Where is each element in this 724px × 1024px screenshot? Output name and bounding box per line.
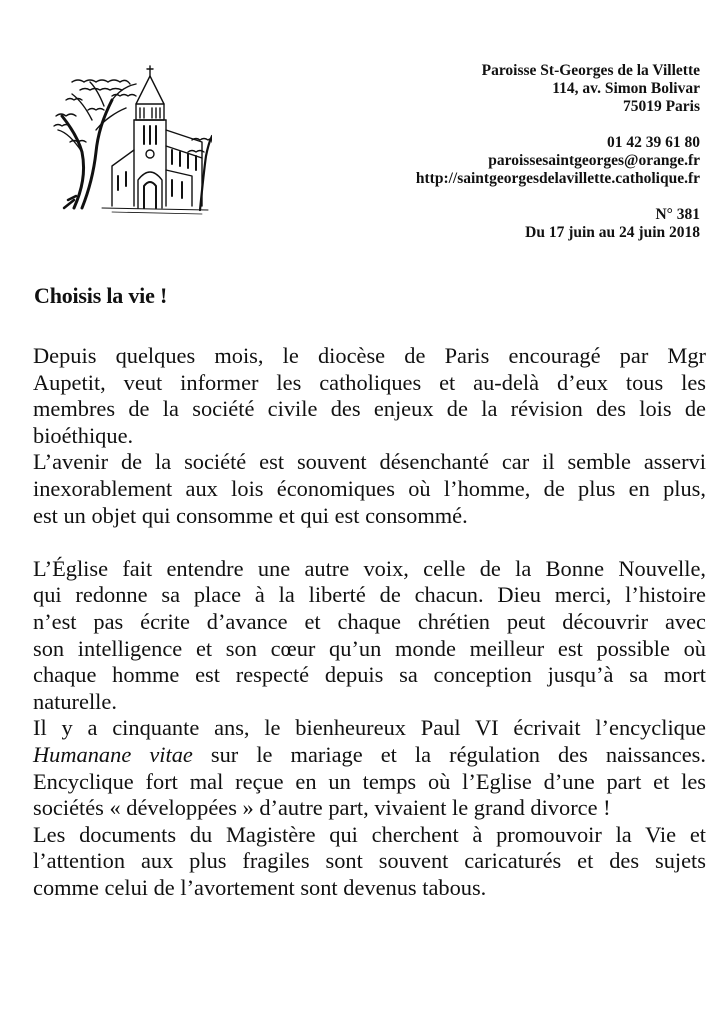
text-line: L’avenir de la société est souvent désenchanté car il semble asservi <box>33 449 706 475</box>
issue-number: N° 381 <box>655 206 700 223</box>
website-url: http://saintgeorgesdelavillette.catholique.fr <box>415 170 700 187</box>
text-line: Aupetit, veut informer les catholiques et au-delà d’eux tous les <box>33 369 706 395</box>
paragraph-1 <box>33 343 706 449</box>
article-body <box>33 343 706 901</box>
email-address: paroissesaintgeorges@orange.fr <box>488 152 700 169</box>
church-illustration-icon <box>52 60 212 218</box>
text-line: Encyclique fort mal reçue en un temps où l’Eglise d’une part et les <box>33 768 706 794</box>
text-fragment: sur le mariage et la régulation des naissances. <box>210 741 706 767</box>
text-line: comme celui de l’avortement sont devenus tabous. <box>33 874 487 900</box>
text-line: Depuis quelques mois, le diocèse de Paris encouragé par Mgr <box>33 343 706 368</box>
text-line: l’attention aux plus fragiles sont souvent caricaturés et des sujets <box>33 848 706 874</box>
encyclical-title: Humanane vitae <box>33 741 193 767</box>
paragraph-2 <box>33 449 706 529</box>
text-line: chaque homme est respecté depuis sa conception jusqu’à sa mort <box>33 662 706 688</box>
address-street: 114, av. Simon Bolivar <box>552 80 700 97</box>
text-line: Il y a cinquante ans, le bienheureux Paul VI écrivait l’encyclique <box>33 715 706 741</box>
parish-name: Paroisse St-Georges de la Villette <box>481 62 700 79</box>
date-range: Du 17 juin au 24 juin 2018 <box>525 224 700 241</box>
phone-number: 01 42 39 61 80 <box>607 134 700 151</box>
address-city: 75019 Paris <box>622 98 700 115</box>
article-title: Choisis la vie ! <box>34 283 168 308</box>
paragraph-5 <box>33 822 706 902</box>
text-line: son intelligence et son cœur qu’un monde meilleur est possible où <box>33 635 706 661</box>
text-line: sociétés « développées » d’autre part, vivaient le grand divorce ! <box>33 795 611 821</box>
text-line: L’Église fait entendre une autre voix, celle de la Bonne Nouvelle, <box>33 555 706 581</box>
text-line: membres de la société civile des enjeux de la révision des lois de <box>33 396 706 422</box>
parish-header <box>416 62 700 242</box>
text-line: inexorablement aux lois économiques où l’homme, de plus en plus, <box>33 475 706 501</box>
text-line: naturelle. <box>33 688 117 714</box>
paragraph-3 <box>33 556 706 716</box>
text-line: qui redonne sa place à la liberté de chacun. Dieu merci, l’histoire <box>33 582 706 608</box>
text-line: n’est pas écrite d’avance et chaque chrétien peut découvrir avec <box>33 608 706 634</box>
text-line: est un objet qui consomme et qui est consommé. <box>33 502 468 528</box>
text-line: bioéthique. <box>33 422 134 448</box>
text-line <box>33 742 706 769</box>
paragraph-4 <box>33 715 706 821</box>
text-line: Les documents du Magistère qui cherchent à promouvoir la Vie et <box>33 821 706 847</box>
